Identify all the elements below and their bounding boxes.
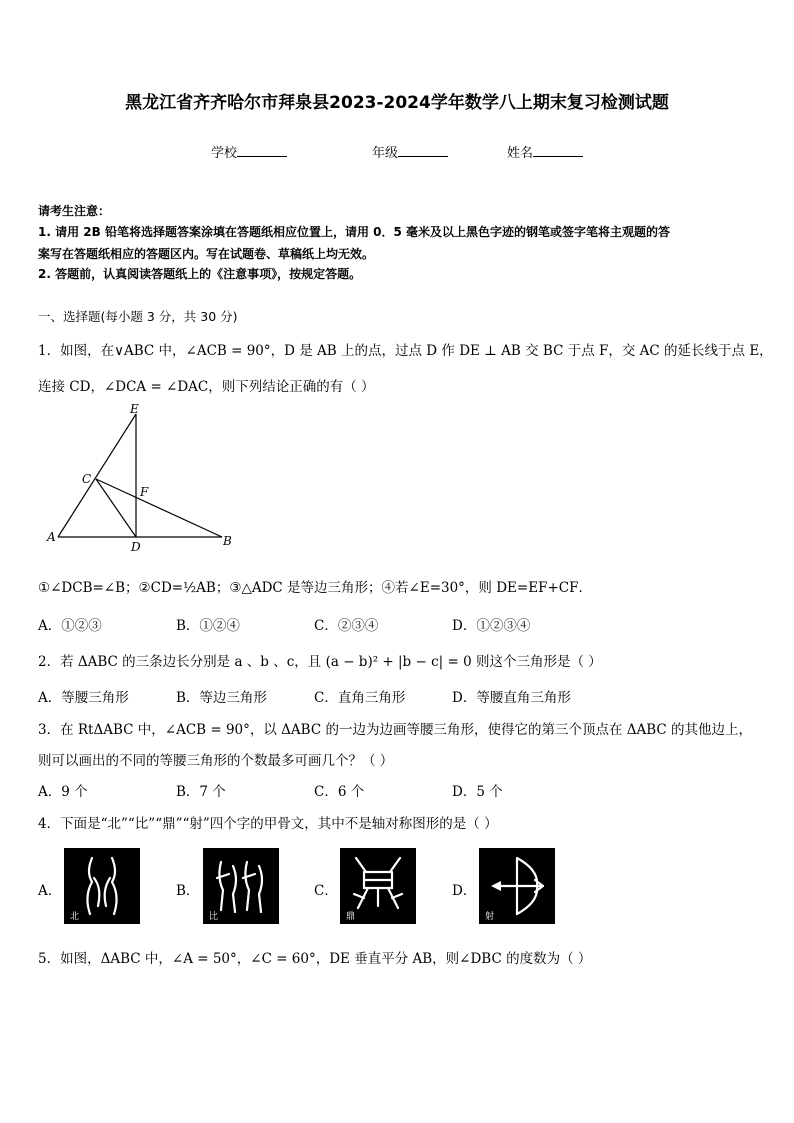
caption-she: 射	[485, 912, 495, 922]
q4-stem: 4．下面是“北”“比”“鼎”“射”四个字的甲骨文，其中不是轴对称图形的是（ ）	[38, 816, 498, 832]
label-C: C	[82, 472, 92, 486]
q4-option-b[interactable]: B．	[176, 883, 200, 899]
q3-stem-line-2: 则可以画出的不同的等腰三角形的个数最多可画几个？（ ）	[38, 753, 394, 769]
caption-ding: 鼎	[346, 912, 356, 922]
school-label: 学校	[211, 146, 238, 161]
q2-option-a[interactable]: A．等腰三角形	[38, 690, 129, 706]
notice-heading: 请考生注意：	[38, 204, 111, 218]
q5-stem: 5．如图，ΔABC 中，∠A = 50°，∠C = 60°，DE 垂直平分 AB，则∠DBC 的度数为（ ）	[38, 951, 592, 967]
q1-triangle-figure	[44, 400, 244, 555]
oracle-she-image	[479, 848, 555, 924]
q2-stem: 2．若 ΔABC 的三条边长分别是 a 、b 、c，且 (a − b)² + |b − c| = 0 则这个三角形是（ ）	[38, 654, 602, 670]
label-F: F	[140, 485, 149, 499]
q2-option-d[interactable]: D．等腰直角三角形	[452, 690, 571, 706]
q3-option-c[interactable]: C．6 个	[314, 784, 365, 800]
oracle-bi-image	[203, 848, 279, 924]
section-heading: 一、选择题(每小题 3 分，共 30 分)	[38, 309, 238, 324]
q1-option-d[interactable]: D．①②③④	[452, 618, 531, 634]
oracle-ding-image	[340, 848, 416, 924]
q4-option-a[interactable]: A．	[38, 883, 62, 899]
q1-option-b[interactable]: B．①②④	[176, 618, 240, 634]
label-B: B	[223, 534, 232, 548]
oracle-bei-image	[64, 848, 140, 924]
label-D: D	[131, 540, 141, 554]
notice-line-2: 案写在答题纸相应的答题区内。写在试题卷、草稿纸上均无效。	[38, 247, 375, 261]
label-A: A	[47, 530, 56, 544]
notice-line-3: 2. 答题前，认真阅读答题纸上的《注意事项》，按规定答题。	[38, 267, 362, 281]
q3-option-d[interactable]: D．5 个	[452, 784, 503, 800]
q4-option-d[interactable]: D．	[452, 883, 477, 899]
page-title: 黑龙江省齐齐哈尔市拜泉县2023-2024学年数学八上期末复习检测试题	[125, 93, 669, 113]
q1-stem-line-2: 连接 CD，∠DCA = ∠DAC，则下列结论正确的有（ ）	[38, 379, 375, 395]
school-field[interactable]	[211, 142, 287, 161]
q3-option-a[interactable]: A．9 个	[38, 784, 88, 800]
q3-stem-line-1: 3．在 RtΔABC 中，∠ACB = 90°，以 ΔABC 的一边为边画等腰三角形，使得它的第三个顶点在 ΔABC 的其他边上，	[38, 722, 753, 738]
school-blank[interactable]	[237, 144, 287, 157]
q1-option-a[interactable]: A．①②③	[38, 618, 102, 634]
caption-bi: 比	[209, 912, 219, 922]
q4-option-c[interactable]: C．	[314, 883, 338, 899]
q1-stem-line-1: 1．如图，在∨ABC 中，∠ACB = 90°，D 是 AB 上的点，过点 D 作 DE ⊥ AB 交 BC 于点 F，交 AC 的延长线于点 E，	[38, 343, 773, 359]
grade-label: 年级	[372, 146, 399, 161]
line-CB	[96, 479, 222, 537]
line-AE	[58, 414, 136, 537]
name-label: 姓名	[507, 146, 534, 161]
notice-line-1: 1. 请用 2B 铅笔将选择题答案涂填在答题纸相应位置上，请用 0．5 毫米及以上黑色字迹的钢笔或签字笔将主观题的答	[38, 225, 670, 239]
grade-field[interactable]	[372, 142, 448, 161]
q1-option-c[interactable]: C．②③④	[314, 618, 379, 634]
q1-statements: ①∠DCB=∠B；②CD=½AB；③△ADC 是等边三角形；④若∠E=30°，则 DE=EF+CF．	[38, 580, 592, 596]
name-blank[interactable]	[533, 144, 583, 157]
name-field[interactable]	[507, 142, 583, 161]
label-E: E	[130, 402, 139, 416]
grade-blank[interactable]	[398, 144, 448, 157]
q2-option-c[interactable]: C．直角三角形	[314, 690, 406, 706]
q2-option-b[interactable]: B．等边三角形	[176, 690, 267, 706]
caption-bei: 北	[70, 912, 80, 922]
q3-option-b[interactable]: B．7 个	[176, 784, 226, 800]
